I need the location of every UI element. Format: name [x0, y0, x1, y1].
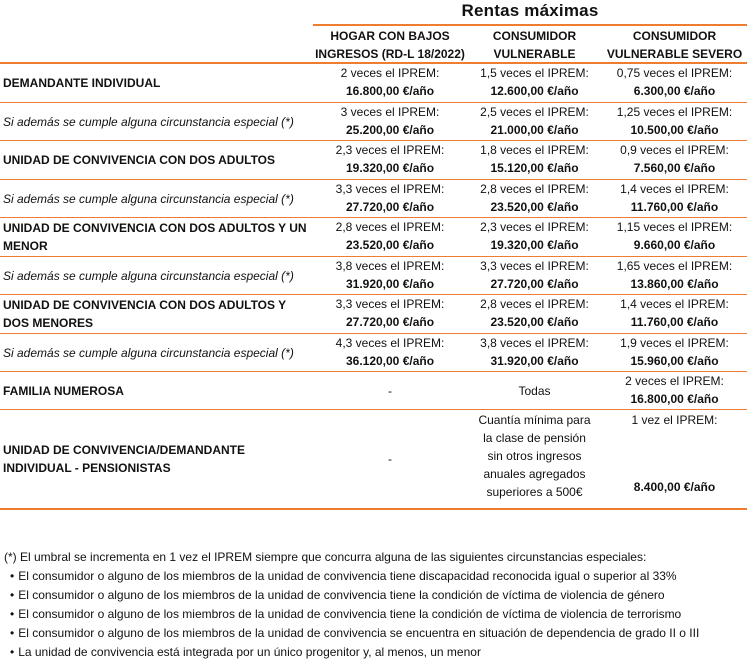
cell-hogar-amount: 27.720,00 €/año: [345, 315, 435, 329]
cell-severo: [602, 257, 747, 294]
cell-hogar-amount: 16.800,00 €/año: [345, 84, 435, 98]
table-row: [0, 257, 747, 295]
table-row-familia: [0, 372, 747, 410]
footnote-intro: (*) El umbral se incrementa en 1 vez el IPREM siempre que concurra alguna de las siguientes circunstancias especiales:: [4, 550, 647, 564]
table-row: [0, 103, 747, 141]
cell-severo-amount: 7.560,00 €/año: [633, 161, 716, 175]
list-item: • La unidad de convivencia está integrada por un único progenitor y, al menos, un menor: [4, 643, 744, 662]
cell-vulnerable: Cuantía mínima para la clase de pensión sin otros ingresos anuales agregados superiores a 500€: [478, 413, 591, 499]
cell-severo-amount: 11.760,00 €/año: [630, 315, 719, 329]
cell-severo-amount: 13.860,00 €/año: [630, 277, 719, 291]
row-label-text: UNIDAD DE CONVIVENCIA CON DOS ADULTOS: [3, 153, 276, 167]
cell-hogar: -: [388, 452, 392, 466]
table-row-pensionistas: [0, 410, 747, 510]
cell-vulnerable-amount: 21.000,00 €/año: [490, 123, 579, 137]
footnotes: [4, 548, 744, 662]
cell-hogar: [313, 218, 467, 256]
header-severo: CONSUMIDOR VULNERABLE SEVERO: [602, 24, 747, 62]
cell-severo: [602, 295, 747, 333]
cell-vulnerable-amount: 23.520,00 €/año: [490, 315, 579, 329]
table-header: [0, 24, 747, 64]
cell-severo: [602, 372, 747, 409]
header-empty-cell: [0, 24, 313, 62]
row-label: [0, 218, 313, 256]
cell-vulnerable: [467, 334, 602, 371]
cell-vulnerable-factor: 1,5 veces el IPREM:: [480, 66, 589, 80]
cell-vulnerable-amount: 12.600,00 €/año: [490, 84, 579, 98]
row-label: [0, 257, 313, 294]
cell-vulnerable-amount: 31.920,00 €/año: [490, 354, 579, 368]
cell-severo-factor: 1,65 veces el IPREM:: [616, 259, 733, 273]
cell-hogar-amount: 23.520,00 €/año: [345, 238, 435, 252]
cell-hogar: [313, 257, 467, 294]
income-table: [0, 24, 747, 510]
cell-vulnerable: [467, 141, 602, 179]
cell-vulnerable-factor: 2,8 veces el IPREM:: [480, 297, 589, 311]
cell-hogar-factor: 3,3 veces el IPREM:: [335, 297, 445, 311]
list-item: • El consumidor o alguno de los miembros de la unidad de convivencia tiene discapacidad reconocida igual o superior al 33%: [4, 567, 744, 586]
list-item: • El consumidor o alguno de los miembros de la unidad de convivencia tiene la condición de víctima de violencia de género: [4, 586, 744, 605]
cell-severo: [602, 334, 747, 371]
table-row: [0, 334, 747, 372]
row-label-text: UNIDAD DE CONVIVENCIA CON DOS ADULTOS Y DOS MENORES: [3, 298, 286, 330]
cell-severo-factor: 1,15 veces el IPREM:: [616, 220, 733, 234]
cell-hogar-amount: 31.920,00 €/año: [345, 277, 435, 291]
row-label-text: UNIDAD DE CONVIVENCIA CON DOS ADULTOS Y UN MENOR: [3, 221, 307, 253]
table-row: [0, 64, 747, 103]
table-row: [0, 218, 747, 257]
row-label-text: UNIDAD DE CONVIVENCIA/DEMANDANTE INDIVIDUAL - PENSIONISTAS: [3, 443, 246, 475]
cell-severo-amount: 11.760,00 €/año: [630, 200, 719, 214]
footnote-list: [4, 567, 744, 662]
cell-vulnerable: [467, 103, 602, 140]
cell-vulnerable-factor: 3,3 veces el IPREM:: [480, 259, 589, 273]
cell-severo-amount: 9.660,00 €/año: [633, 238, 716, 252]
cell-hogar-amount: 19.320,00 €/año: [345, 161, 435, 175]
cell-vulnerable-amount: 27.720,00 €/año: [490, 277, 579, 291]
row-label: [0, 64, 313, 102]
page-title: Rentas máximas: [461, 1, 599, 20]
cell-vulnerable-amount: 23.520,00 €/año: [490, 200, 579, 214]
row-label-text: Si además se cumple alguna circunstancia especial (*): [3, 268, 294, 283]
cell-vulnerable-amount: 19.320,00 €/año: [490, 238, 579, 252]
row-label: [0, 180, 313, 217]
header-vulnerable: CONSUMIDOR VULNERABLE: [467, 24, 602, 62]
cell-vulnerable: [467, 295, 602, 333]
cell-hogar-factor: 3 veces el IPREM:: [340, 105, 440, 119]
cell-severo: [602, 64, 747, 102]
cell-hogar: [313, 180, 467, 217]
table-row: [0, 141, 747, 180]
cell-severo-factor: 1 vez el IPREM:: [631, 413, 718, 427]
row-label: [0, 141, 313, 179]
list-item: • El consumidor o alguno de los miembros de la unidad de convivencia se encuentra en situación de dependencia de grado II o III: [4, 624, 744, 643]
row-label: [0, 410, 313, 508]
cell-vulnerable-factor: 1,8 veces el IPREM:: [480, 143, 589, 157]
table-row: [0, 180, 747, 218]
cell-severo-amount: 6.300,00 €/año: [633, 84, 716, 98]
cell-severo: [602, 103, 747, 140]
row-label: [0, 334, 313, 371]
cell-severo: [602, 141, 747, 179]
cell-severo-amount: 16.800,00 €/año: [630, 392, 719, 406]
row-label: [0, 295, 313, 333]
cell-vulnerable: Todas: [518, 383, 551, 398]
cell-hogar: -: [388, 383, 392, 398]
cell-severo-factor: 0,9 veces el IPREM:: [620, 143, 729, 157]
row-label: FAMILIA NUMEROSA: [3, 383, 124, 398]
cell-hogar-factor: 2,8 veces el IPREM:: [335, 220, 445, 234]
cell-vulnerable: [467, 218, 602, 256]
cell-vulnerable: [467, 257, 602, 294]
cell-hogar-factor: 2,3 veces el IPREM:: [335, 143, 445, 157]
row-label-text: Si además se cumple alguna circunstancia especial (*): [3, 114, 294, 129]
cell-severo-amount: 8.400,00 €/año: [633, 480, 716, 494]
row-label-text: Si además se cumple alguna circunstancia especial (*): [3, 345, 294, 360]
cell-hogar: [313, 103, 467, 140]
cell-hogar: [313, 334, 467, 371]
cell-vulnerable-factor: 2,5 veces el IPREM:: [480, 105, 589, 119]
table-row: [0, 295, 747, 334]
cell-severo-factor: 0,75 veces el IPREM:: [616, 66, 733, 80]
cell-vulnerable-factor: 2,8 veces el IPREM:: [480, 182, 589, 196]
cell-severo-amount: 15.960,00 €/año: [630, 354, 719, 368]
cell-hogar-factor: 3,8 veces el IPREM:: [335, 259, 445, 273]
header-hogar: HOGAR CON BAJOS INGRESOS (RD-L 18/2022): [313, 24, 467, 62]
row-label-text: DEMANDANTE INDIVIDUAL: [3, 76, 161, 90]
cell-severo-amount: 10.500,00 €/año: [630, 123, 719, 137]
cell-hogar-factor: 2 veces el IPREM:: [340, 66, 440, 80]
row-label: [0, 103, 313, 140]
cell-hogar-factor: 3,3 veces el IPREM:: [335, 182, 445, 196]
cell-severo-factor: 1,4 veces el IPREM:: [620, 297, 729, 311]
cell-severo-factor: 1,4 veces el IPREM:: [620, 182, 729, 196]
cell-severo: [602, 180, 747, 217]
cell-severo-factor: 1,25 veces el IPREM:: [616, 105, 733, 119]
cell-hogar-amount: 36.120,00 €/año: [345, 354, 435, 368]
cell-severo-factor: 1,9 veces el IPREM:: [620, 336, 729, 350]
cell-vulnerable-factor: 2,3 veces el IPREM:: [480, 220, 589, 234]
list-item: • El consumidor o alguno de los miembros de la unidad de convivencia tiene la condición de víctima de violencia de terrorismo: [4, 605, 744, 624]
cell-hogar-factor: 4,3 veces el IPREM:: [335, 336, 445, 350]
cell-severo: [602, 410, 747, 508]
cell-hogar-amount: 25.200,00 €/año: [345, 123, 435, 137]
cell-vulnerable: [467, 64, 602, 102]
cell-hogar-amount: 27.720,00 €/año: [345, 200, 435, 214]
cell-hogar: [313, 64, 467, 102]
cell-severo-factor: 2 veces el IPREM:: [625, 374, 724, 388]
cell-hogar: [313, 295, 467, 333]
cell-vulnerable-factor: 3,8 veces el IPREM:: [480, 336, 589, 350]
cell-severo: [602, 218, 747, 256]
cell-vulnerable: [467, 180, 602, 217]
cell-vulnerable-amount: 15.120,00 €/año: [490, 161, 579, 175]
row-label-text: Si además se cumple alguna circunstancia especial (*): [3, 191, 294, 206]
cell-hogar: [313, 141, 467, 179]
